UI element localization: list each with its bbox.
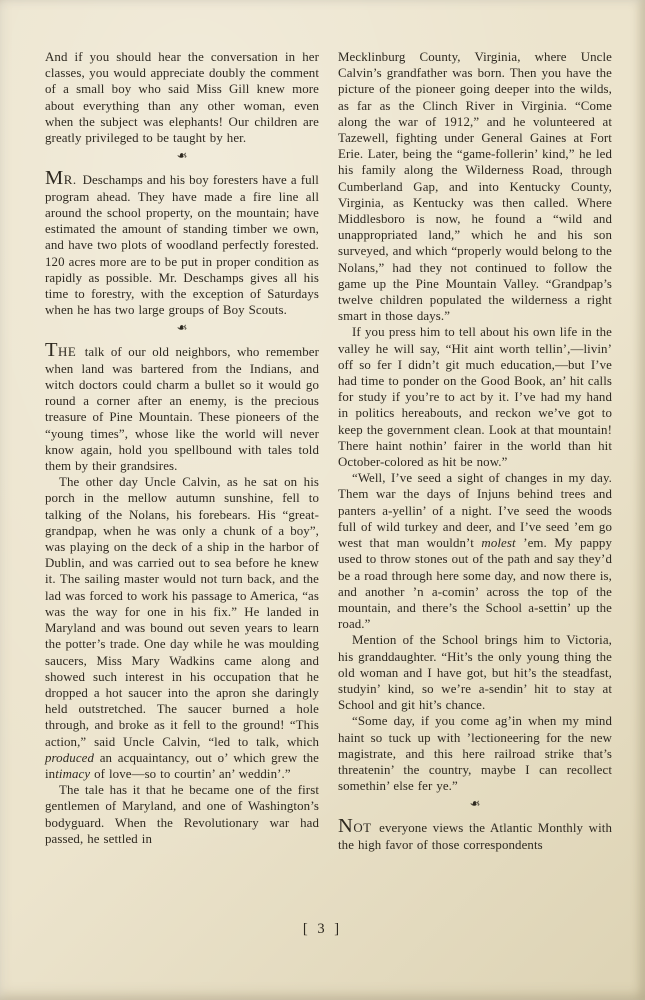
drop-initial: M [45,167,64,190]
section-opening-paragraph: NOT everyone views the Atlantic Monthly with the high favor of those correspondents [338,815,612,852]
fleuron-ornament: ❧ [176,321,188,337]
paragraph: Mention of the School brings him to Victoria, his granddaughter. “Hit’s the only young thing the old woman and I have got, but hit’s the steadfast, studyin’ kind, so we’re a-sendin’ hit to stay at School and git hit’s chance. [338,633,612,713]
lead-caps: R. [63,173,77,188]
right-column [338,49,612,853]
drop-initial: N [338,815,354,838]
paragraph: “Some day, if you come ag’in when my mind haint so tuck up with ’lectioneering for the new magistrate, and this here railroad strike that’s threatenin’ the country, maybe I can recollect somethin’ else fer ye.” [338,714,612,794]
fleuron-ornament: ❧ [469,797,481,813]
drop-initial: T [45,339,59,362]
emphasized-word: timacy [55,766,91,781]
paragraph: If you press him to tell about his own life in the valley he will say, “Hit aint worth tellin’,—livin’ off so fer I didn’t git much education,—but I’ve had time to ponder on the Good Book, an’ hit calls for study if you’re to act by it. I’ve had my hand in politics hereabouts, and reckon we’ve got to keep the government clean. Look at that mountain! There haint nothin’ fairer in the world than hit October-colored as hit be now.” [338,325,612,470]
text-columns [45,49,612,853]
section-opening-paragraph: MR. Deschamps and his boy foresters have a full program ahead. They have made a fire line all around the school property, on the mountain; have estimated the amount of standing timber we own, and have two plots of woodland perfectly forested. 120 acres more are to be put in proper condition as rapidly as possible. Mr. Deschamps gives all his time to forestry, with the exception of Saturdays when he has two large groups of Boy Scouts. [45,167,319,318]
paragraph: “Well, I’ve seed a sight of changes in my day. Them war the days of Injuns behind trees and panters a-yellin’ of a night. I’ve seed the woods full of wild turkey and deer, and I’ve seed ’em go west that man wouldn’t molest ’em. My pappy used to throw stones out of the path and say they’d be a road through here some day, and now there is, and another ’n a-comin’ across the top of the mountain, and there’s the School a-settin’ up the road.” [338,471,612,632]
paragraph: The tale has it that he became one of the first gentlemen of Maryland, and one of Washington’s bodyguard. When the Revolutionary war had passed, he settled in [45,783,319,846]
emphasized-word: molest [481,536,516,551]
paragraph: The other day Uncle Calvin, as he sat on his porch in the mellow autumn sunshine, fell to talking of the Nolans, his forebears. His “great-grandpap, when he was only a chunk of a boy”, was playing on the deck of a ship in the harbor of Dublin, and was carried out to sea before he knew it. The sailing master would not turn back, and the lad was forced to work his passage to America, “as was the way for one in his fix.” He landed in Maryland and was bound out seven years to learn the potter’s trade. One day while he was moulding saucers, Miss Mary Wadkins came along and showed such interest in his occupation that he dropped a hot saucer into the apron she daringly held outstretched. The saucer burned a hole through, and broke as it fell to the ground! “This action,” said Uncle Calvin, “led to talk, which produced an acquaintancy, out o’ which grew the intimacy of love—so to courtin’ an’ weddin’.” [45,475,319,781]
emphasized-word: produced [45,750,95,765]
paragraph: Mecklinburg County, Virginia, where Uncle Calvin’s grandfather was born. Then you have the picture of the pioneer going deeper into the wilds, as far as the Clinch River in Virginia. “Come along the war of 1912,” and he volunteered at Tazewell, fighting under General Gaines at Fort Erie. Later, being the “game-follerin’ kind,” he led his family along the Wilderness Road, through Cumberland Gap, and into Kentucky County, Virginia, as Kentucky was then called. Where Middlesboro is now, he found a “wild and unappropriated land,” which he and his son surveyed, and which “properly would belong to the Nolans,” had they not continued to follow the game up the Pine Mountain Valley. “Grandpap’s twelve children populated the wilderness a right smart in those days.” [338,50,613,324]
lead-caps: HE [58,345,77,360]
left-column [45,49,319,853]
page-number: [ 3 ] [302,921,343,937]
paragraph: And if you should hear the conversation in her classes, you would appreciate doubly the comment of a small boy who said Miss Gill knew more about everything than any other woman, even when the subject was elephants! Our children are greatly privileged to be taught by her. [45,50,319,146]
lead-caps: OT [353,821,372,836]
section-opening-paragraph: THE talk of our old neighbors, who remember when land was bartered from the Indians, and witch doctors could charm a bullet so it would go round a corner after an enemy, is the precious treasure of Pine Mountain. These pioneers of the “young times”, whose like the world will never know again, hold you spellbound with tales told them by their grandsires. [45,339,319,474]
fleuron-ornament: ❧ [176,149,188,165]
